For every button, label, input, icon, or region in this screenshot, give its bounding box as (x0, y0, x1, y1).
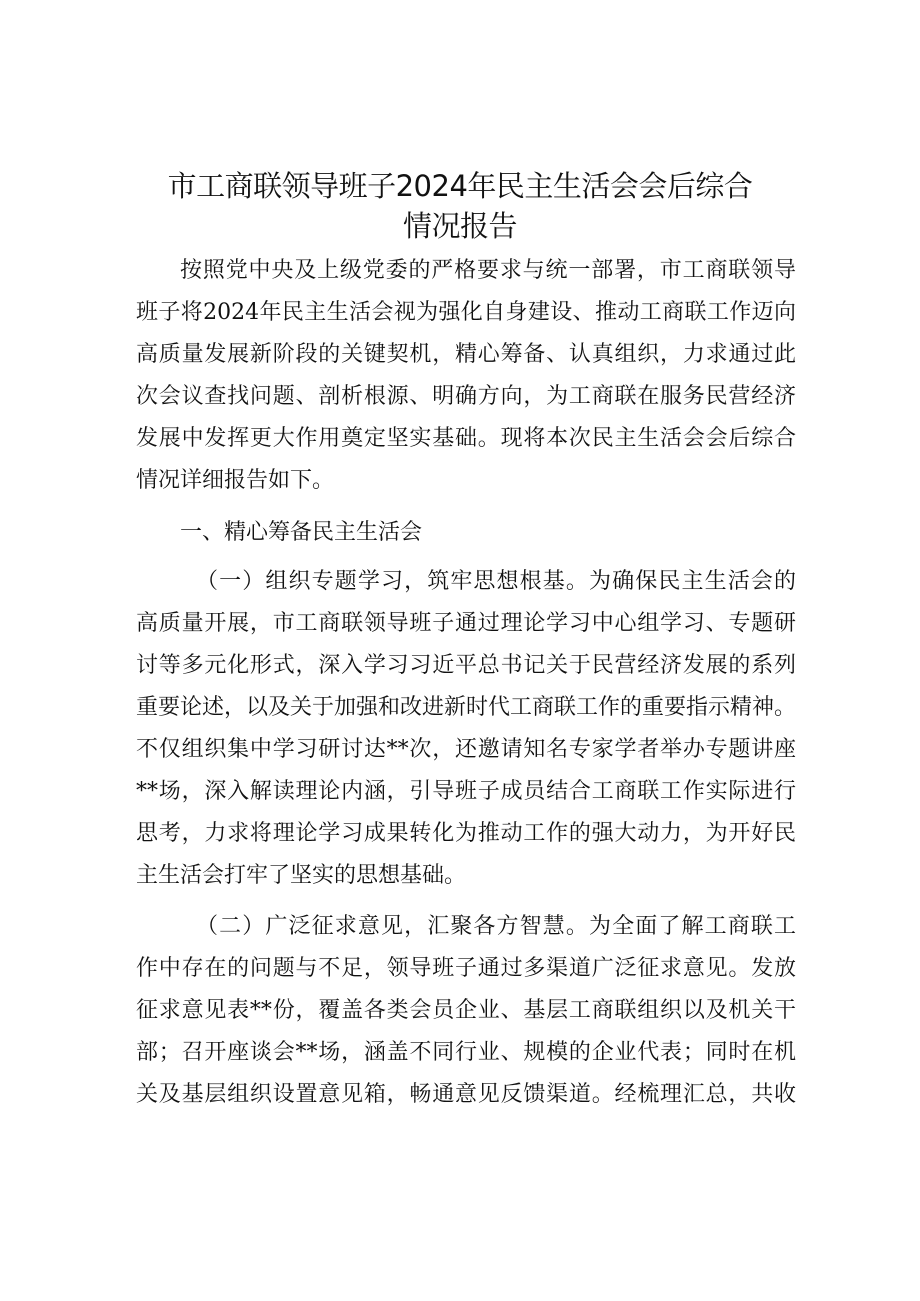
intro-line-2: 班子将2024年民主生活会视为强化自身建设、推动工商联工作迈向 (136, 300, 796, 325)
para1-line-5: 不仅组织集中学习研讨达**次，还邀请知名专家学者举办专题讲座 (136, 737, 796, 762)
para2-line-4: 部；召开座谈会**场，涵盖不同行业、规模的企业代表；同时在机 (136, 1040, 796, 1065)
para1-line-7: 思考，力求将理论学习成果转化为推动工作的强大动力，为开好民 (136, 821, 796, 846)
para1-line-3: 讨等多元化形式，深入学习习近平总书记关于民营经济发展的系列 (136, 653, 796, 678)
intro-line-1: 按照党中央及上级党委的严格要求与统一部署，市工商联领导 (180, 258, 796, 283)
para1-line-8: 主生活会打牢了坚实的思想基础。 (136, 863, 467, 888)
para2-line-3: 征求意见表**份，覆盖各类会员企业、基层工商联组织以及机关干 (136, 998, 796, 1023)
para1-line-2: 高质量开展，市工商联领导班子通过理论学习中心组学习、专题研 (136, 611, 796, 636)
para2-line-1: （二）广泛征求意见，汇聚各方智慧。为全面了解工商联工 (196, 914, 796, 939)
section-heading-1: 一、精心筹备民主生活会 (180, 520, 423, 545)
intro-line-6: 情况详细报告如下。 (136, 468, 335, 493)
para1-line-6: **场，深入解读理论内涵，引导班子成员结合工商联工作实际进行 (136, 779, 796, 804)
para1-line-1: （一）组织专题学习，筑牢思想根基。为确保民主生活会的 (196, 569, 796, 594)
para2-line-2: 作中存在的问题与不足，领导班子通过多渠道广泛征求意见。发放 (136, 956, 796, 981)
intro-line-4: 次会议查找问题、剖析根源、明确方向，为工商联在服务民营经济 (136, 384, 796, 409)
document-title-line-1: 市工商联领导班子2024年民主生活会会后综合 (167, 169, 753, 203)
para2-line-5: 关及基层组织设置意见箱，畅通意见反馈渠道。经梳理汇总，共收 (136, 1082, 796, 1107)
document-title-line-2: 情况报告 (402, 209, 517, 243)
intro-line-5: 发展中发挥更大作用奠定坚实基础。现将本次民主生活会会后综合 (136, 426, 796, 451)
intro-line-3: 高质量发展新阶段的关键契机，精心筹备、认真组织，力求通过此 (136, 342, 796, 367)
para1-line-4: 重要论述，以及关于加强和改进新时代工商联工作的重要指示精神。 (136, 695, 797, 720)
